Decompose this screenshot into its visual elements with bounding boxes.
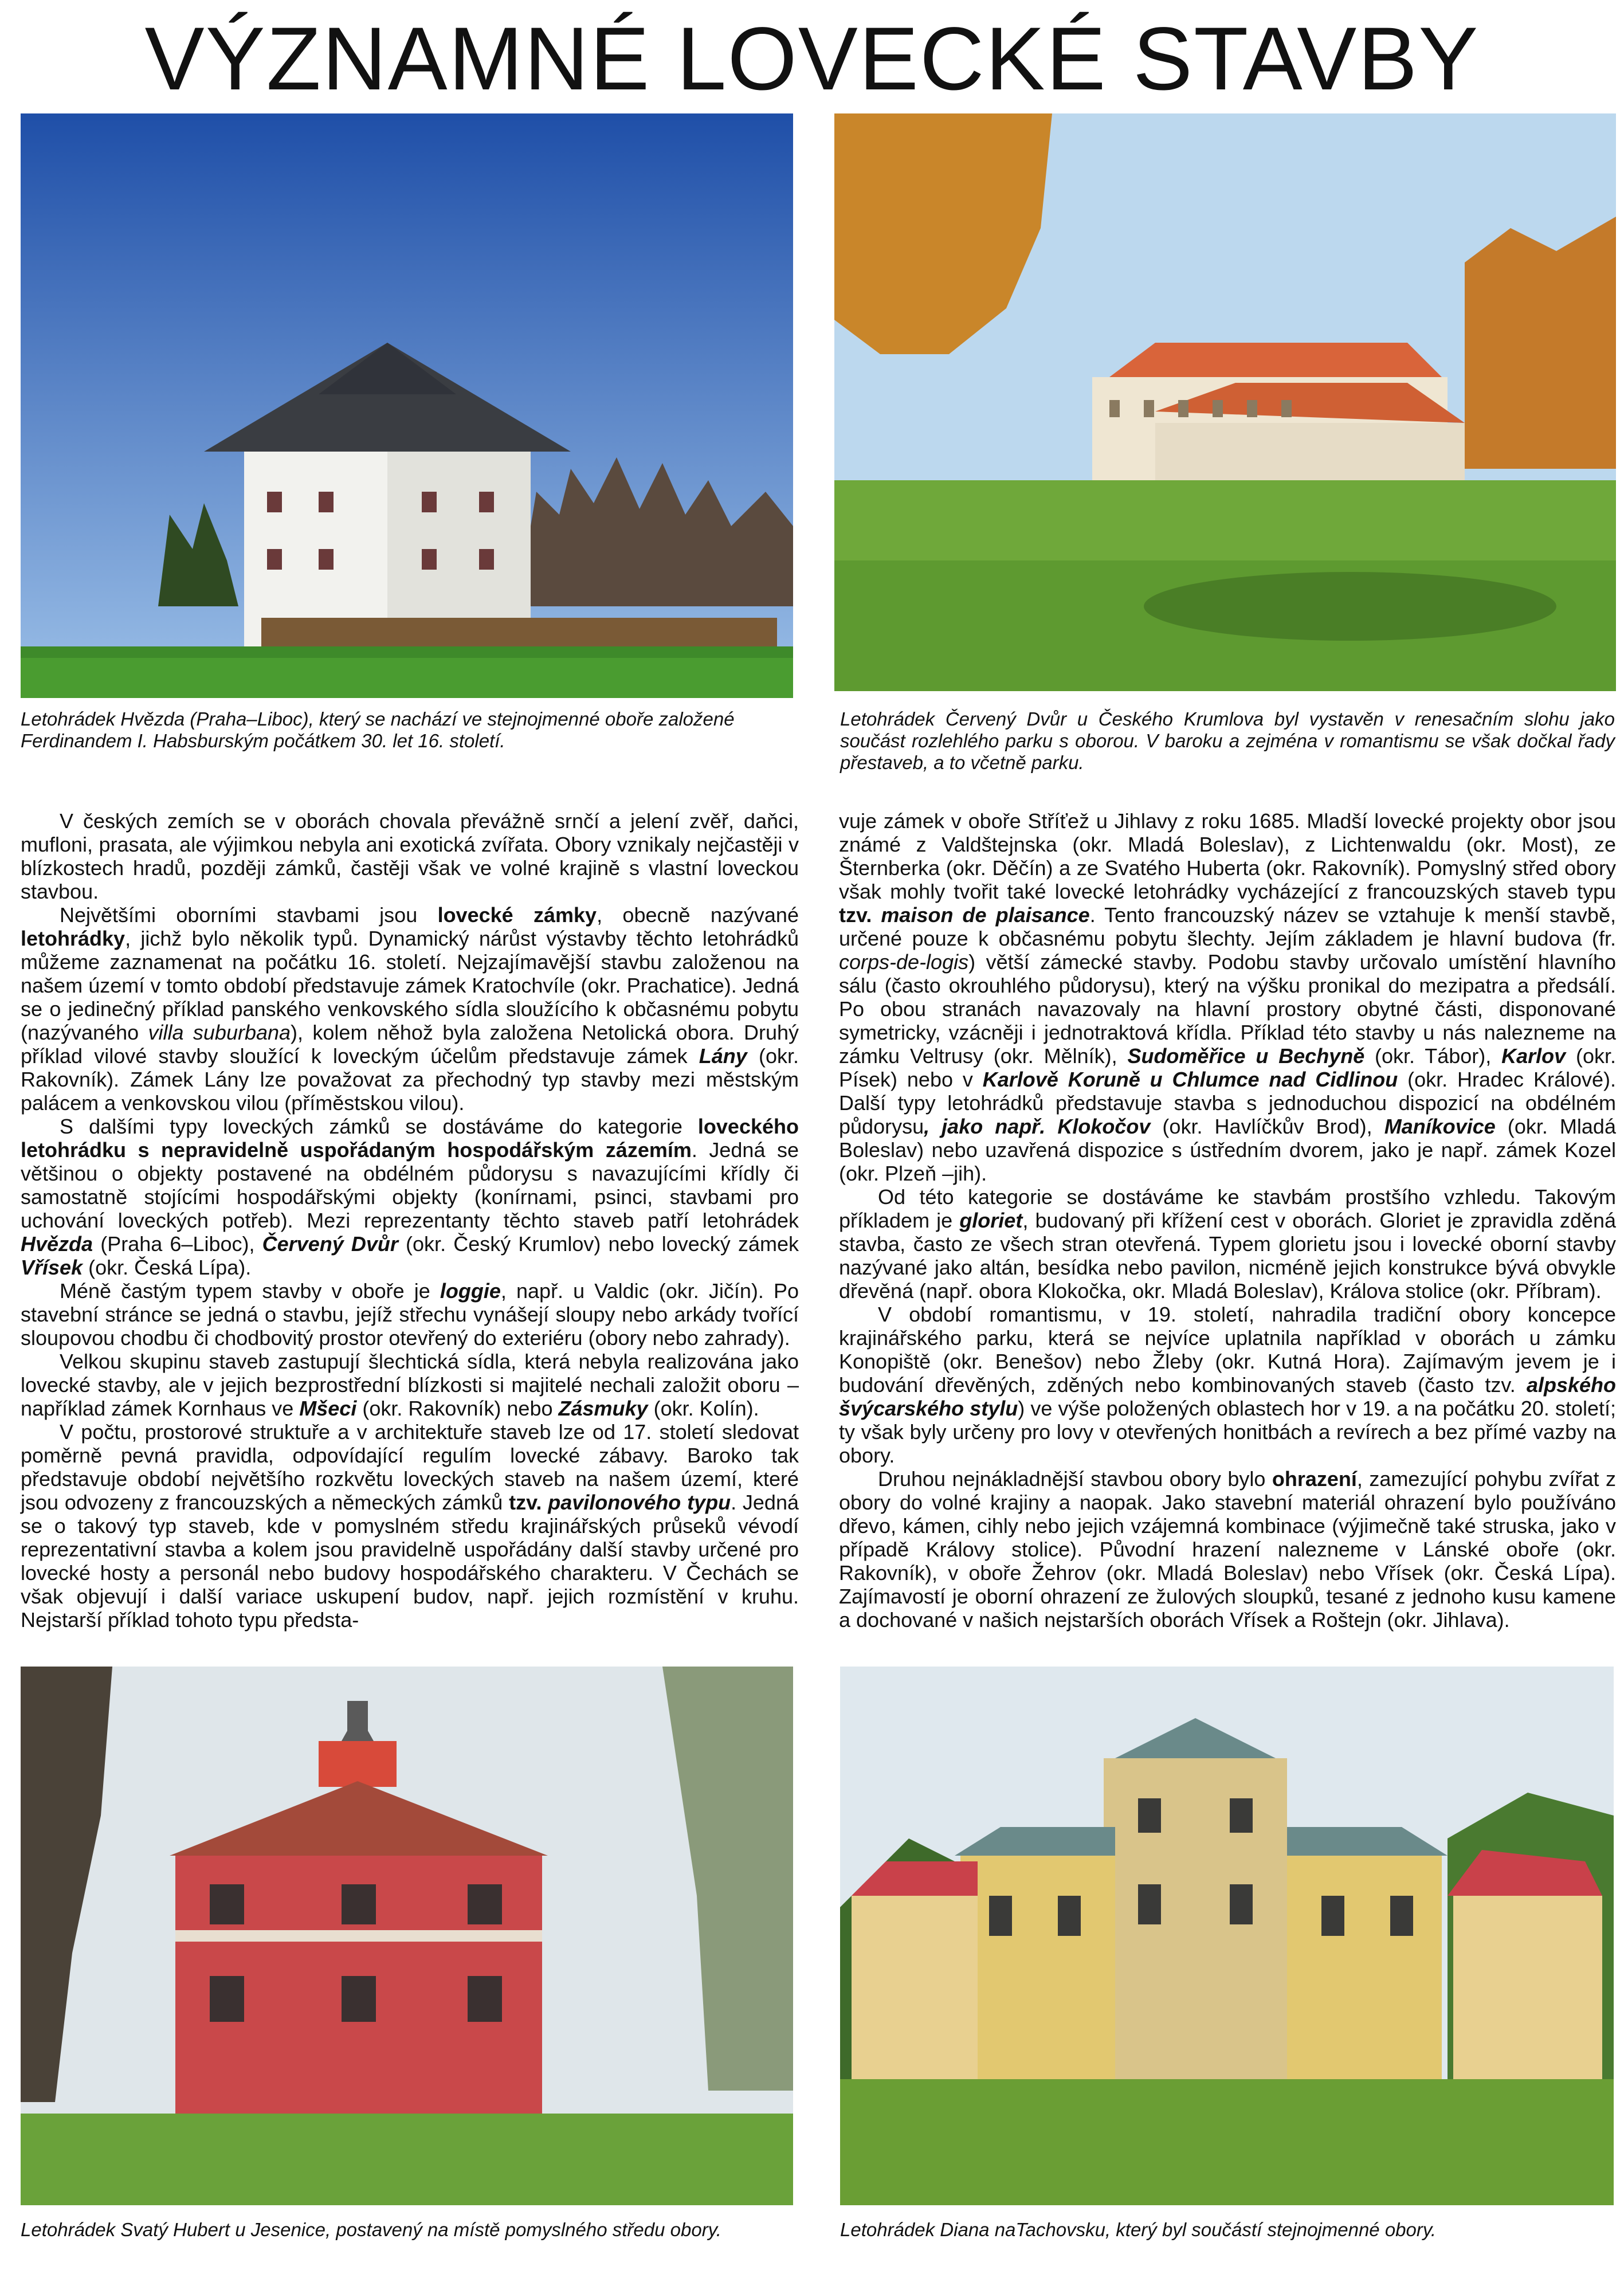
article-column-left — [21, 809, 799, 1632]
article-paragraph: V období romantismu, v 19. století, nahradila tradiční obory koncepce krajinářského parku, která se nejvíce uplatnila například v oborách u zámku Konopiště (okr. Benešov) nebo Žleby (okr. Kutná Hora). Zajímavým jevem je i budování dřevěných, zděných nebo kombinovaných staveb (často tzv. alpského švýcarského stylu) ve výše položených oblastech hor v 19. a na počátku 20. století; ty však byly určeny pro lovy v otevřených honitbách a revírech a bez přímé vazby na obory. — [839, 1303, 1616, 1467]
photo-letohradek-svaty-hubert — [21, 1667, 793, 2205]
photo-letohradek-hvezda — [21, 113, 793, 698]
photo-letohradek-diana — [840, 1667, 1614, 2205]
page-title: VÝZNAMNÉ LOVECKÉ STAVBY — [144, 9, 1480, 109]
article-paragraph: S dalšími typy loveckých zámků se dostáváme do kategorie loveckého letohrádku s nepravidelně uspořádaným hospodářským zázemím. Jedná se většinou o objekty postavené na obdélném půdorysu s navazujícími křídly či samostatně stojícími hospodářskými objekty (konírnami, psinci, stavbami pro uchování loveckých potřeb). Mezi reprezentanty těchto staveb patří letohrádek Hvězda (Praha 6–Liboc), Červený Dvůr (okr. Český Krumlov) nebo lovecký zámek Vřísek (okr. Česká Lípa). — [21, 1115, 799, 1279]
photo-letohradek-cerveny-dvur — [834, 113, 1616, 691]
article-paragraph: Od této kategorie se dostáváme ke stavbám prostšího vzhledu. Takovým příkladem je gloriet, budovaný při křížení cest v oborách. Gloriet je zpravidla zděná stavba, často ze všech stran otevřená. Typem glorietu jsou i lovecké oborní stavby nazývané jako altán, besídka nebo pavilon, nicméně jejich konstrukce bývá obvykle dřevěná (např. obora Klokočka, okr. Mladá Boleslav), Králova stolice (okr. Příbram). — [839, 1185, 1616, 1303]
article-paragraph: Největšími oborními stavbami jsou lovecké zámky, obecně nazývané letohrádky, jichž bylo několik typů. Dynamický nárůst výstavby těchto letohrádků můžeme zaznamenat na počátku 16. století. Nejzajímavější stavbu založenou na našem území v tomto období představuje zámek Kratochvíle (okr. Prachatice). Jedná se o jedinečný příklad panského venkovského sídla sloužícího k občasnému pobytu (nazývaného villa suburbana), kolem něhož byla založena Netolická obora. Druhý příklad vilové stavby sloužící k loveckým účelům představuje zámek Lány (okr. Rakovník). Zámek Lány lze považovat za přechodný typ stavby mezi městským palácem a venkovskou vilou (příměstskou vilou). — [21, 903, 799, 1115]
article-paragraph: Druhou nejnákladnější stavbou obory bylo ohrazení, zamezující pohybu zvířat z obory do volné krajiny a naopak. Jako stavební materiál ohrazení bylo používáno dřevo, kámen, cihly nebo jejich vzájemná kombinace (výjimečně také struska, jako v případě Královy stolice). Původní hrazení nalezneme v Lánské oboře (okr. Rakovník), v oboře Žehrov (okr. Mladá Boleslav) nebo Vřísek (okr. Česká Lípa). Zajímavostí je oborní ohrazení ze žulových sloupků, tesané z jednoho kusu kamene a dochované v našich nejstarších oborách Vřísek a Roštejn (okr. Jihlava). — [839, 1467, 1617, 1632]
article-paragraph: vuje zámek v oboře Stříťež u Jihlavy z roku 1685. Mladší lovecké projekty obor jsou známé z Valdštejnska (okr. Mladá Boleslav), z Lichtenwaldu (okr. Most), ze Šternberka (okr. Děčín) a ze Svatého Huberta (okr. Rakovník). Pomyslný střed obory však mohly tvořit také lovecké letohrádky vycházející z francouzských staveb typu tzv. maison de plaisance. Tento francouzský název se vztahuje k menší stavbě, určené pouze k občasnému pobytu šlechty. Jejím základem je hlavní budova (fr. corps-de-logis) větší zámecké stavby. Podobu stavby určovalo umístění hlavního sálu (často okrouhlého půdorysu), který na výšku pronikal do mezipatra a předsálí. Po obou stranách navazovaly na hlavní prostory obytné části, disponované symetricky, vzácněji i jednotraktová křídla. Příklad této stavby u nás nalezneme na zámku Veltrusy (okr. Mělník), Sudoměřice u Bechyně (okr. Tábor), Karlov (okr. Písek) nebo v Karlově Koruně u Chlumce nad Cidlinou (okr. Hradec Králové). Další typy letohrádků představuje stavba s jednoduchou dispozicí na obdélném půdorysu, jako např. Klokočov (okr. Havlíčkův Brod), Maníkovice (okr. Mladá Boleslav) nebo uzavřená dispozice s ústředním dvorem, jako je např. zámek Kozel (okr. Plzeň –jih). — [839, 809, 1616, 1185]
article-paragraph: Méně častým typem stavby v oboře je loggie, např. u Valdic (okr. Jičín). Po stavební stránce se jedná o stavbu, jejíž střechu vynášejí sloupy nebo arkády tvořící sloupovou chodbu či chodbovitý prostor otevřený do exteriéru (obory nebo zahrady). — [21, 1279, 799, 1350]
article-paragraph: Velkou skupinu staveb zastupují šlechtická sídla, která nebyla realizována jako lovecké stavby, ale v jejich bezprostřední blízkosti si majitelé nechali založit oboru – například zámek Kornhaus ve Mšeci (okr. Rakovník) nebo Zásmuky (okr. Kolín). — [21, 1350, 799, 1420]
article-paragraph: V českých zemích se v oborách chovala převážně srnčí a jelení zvěř, daňci, mufloni, prasata, ale výjimkou nebyla ani exotická zvířata. Obory vznikaly nejčastěji v blízkostech hradů, později zámků, častěji však ve volné krajině s vlastní loveckou stavbou. — [21, 809, 799, 903]
caption-letohradek-diana: Letohrádek Diana naTachovsku, který byl součástí stejnojmenné obory. — [840, 2219, 1437, 2240]
caption-letohradek-svaty-hubert: Letohrádek Svatý Hubert u Jesenice, postavený na místě pomyslného středu obory. — [21, 2219, 721, 2240]
article-paragraph: V počtu, prostorové struktuře a v architektuře staveb lze od 17. století sledovat poměrně pevná pravidla, odpovídající regulím lovecké zábavy. Baroko tak představuje období největšího rozkvětu loveckých staveb na našem území, které jsou odvozeny z francouzských a německých zámků tzv. pavilonového typu. Jedná se o takový typ staveb, kde v pomyslném středu krajinářských průseků vévodí reprezentativní stavba a kolem jsou pravidelně uspořádány další stavby určené pro lovecké hosty a personál nebo budovy hospodářského charakteru. V Čechách se však objevují i další variace uskupení budov, např. jejich rozmístění v kruhu. Nejstarší příklad tohoto typu předsta- — [21, 1420, 799, 1632]
caption-letohradek-cerveny-dvur: Letohrádek Červený Dvůr u Českého Krumlova byl vystavěn v renesačním slohu jako součást rozlehlého parku s oborou. V baroku a zejména v romantismu se však dočkal řady přestaveb, a to včetně parku. — [840, 708, 1615, 773]
article-column-right — [839, 809, 1616, 1632]
caption-letohradek-hvezda: Letohrádek Hvězda (Praha–Liboc), který se nachází ve stejnojmenné oboře založené Ferdinandem I. Habsburským počátkem 30. let 16. století. — [21, 708, 735, 751]
